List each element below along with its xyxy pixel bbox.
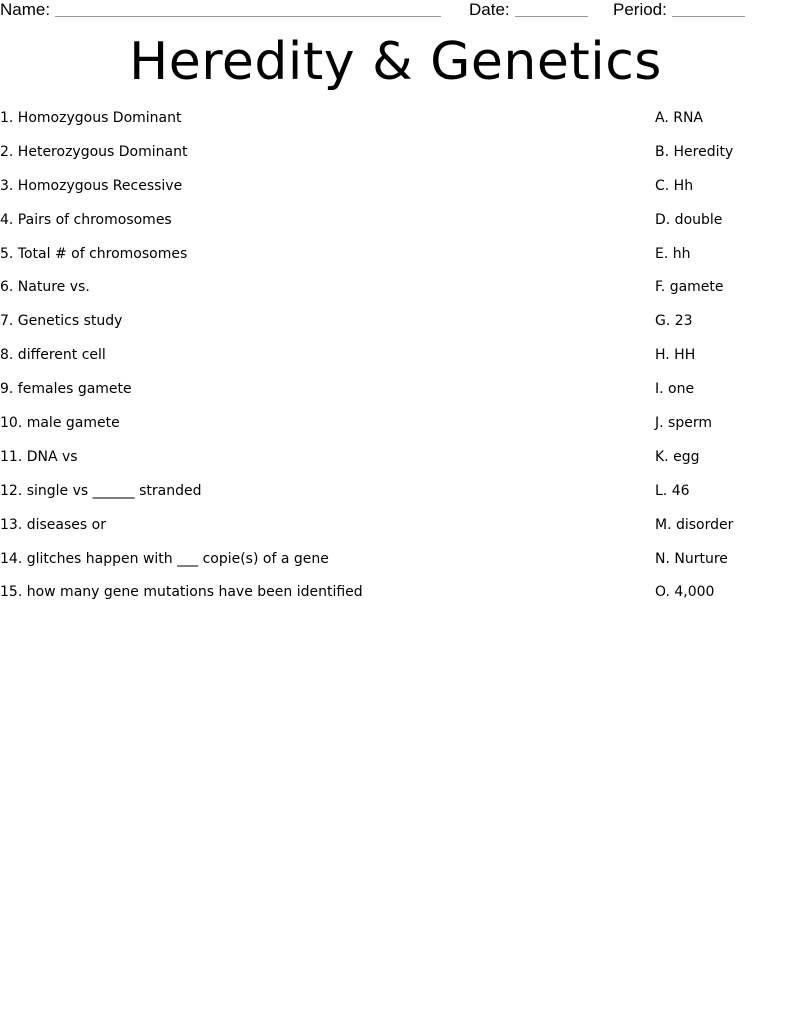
period-blank-line[interactable] (672, 0, 745, 17)
question-item: 9. females gamete (0, 381, 132, 398)
answer-item: A. RNA (655, 110, 704, 126)
question-item: 2. Heterozygous Dominant (0, 143, 188, 160)
question-item: 8. different cell (0, 347, 106, 364)
answer-item: G. 23 (655, 313, 693, 330)
answer-item: I. one (655, 381, 695, 398)
question-item: 3. Homozygous Recessive (0, 177, 183, 194)
worksheet-header (0, 0, 791, 22)
answer-item: J. sperm (655, 415, 712, 432)
question-item: 11. DNA vs (0, 448, 78, 465)
question-item: 7. Genetics study (0, 313, 123, 330)
answer-item: M. disorder (655, 516, 734, 533)
date-field[interactable] (469, 0, 588, 20)
answer-item: L. 46 (655, 482, 690, 499)
name-label: Name: (0, 0, 51, 19)
question-item: 12. single vs ______ stranded (0, 482, 202, 499)
question-item: 15. how many gene mutations have been identified (0, 584, 363, 601)
answer-item: N. Nurture (655, 550, 728, 567)
answer-list (655, 108, 791, 616)
answer-item: H. HH (655, 347, 696, 364)
question-item: 10. male gamete (0, 415, 120, 432)
period-label: Period: (613, 0, 667, 19)
answer-item: F. gamete (655, 279, 724, 296)
question-item: 14. glitches happen with ___ copie(s) of a gene (0, 550, 329, 567)
question-item: 4. Pairs of chromosomes (0, 211, 172, 228)
question-item: 1. Homozygous Dominant (0, 110, 182, 126)
period-field[interactable] (613, 0, 745, 20)
answer-item: B. Heredity (655, 143, 734, 160)
answer-item: C. Hh (655, 177, 694, 194)
date-blank-line[interactable] (515, 0, 588, 17)
question-list (0, 108, 620, 616)
answer-item: E. hh (655, 245, 691, 262)
question-item: 6. Nature vs. (0, 279, 90, 296)
answer-item: K. egg (655, 448, 700, 465)
page-title: Heredity & Genetics (129, 32, 662, 92)
date-label: Date: (469, 0, 510, 19)
answer-item: D. double (655, 211, 723, 228)
question-item: 5. Total # of chromosomes (0, 245, 188, 262)
answer-item: O. 4,000 (655, 584, 715, 601)
name-blank-line[interactable] (55, 0, 441, 17)
question-item: 13. diseases or (0, 516, 106, 533)
name-field[interactable] (0, 0, 441, 20)
